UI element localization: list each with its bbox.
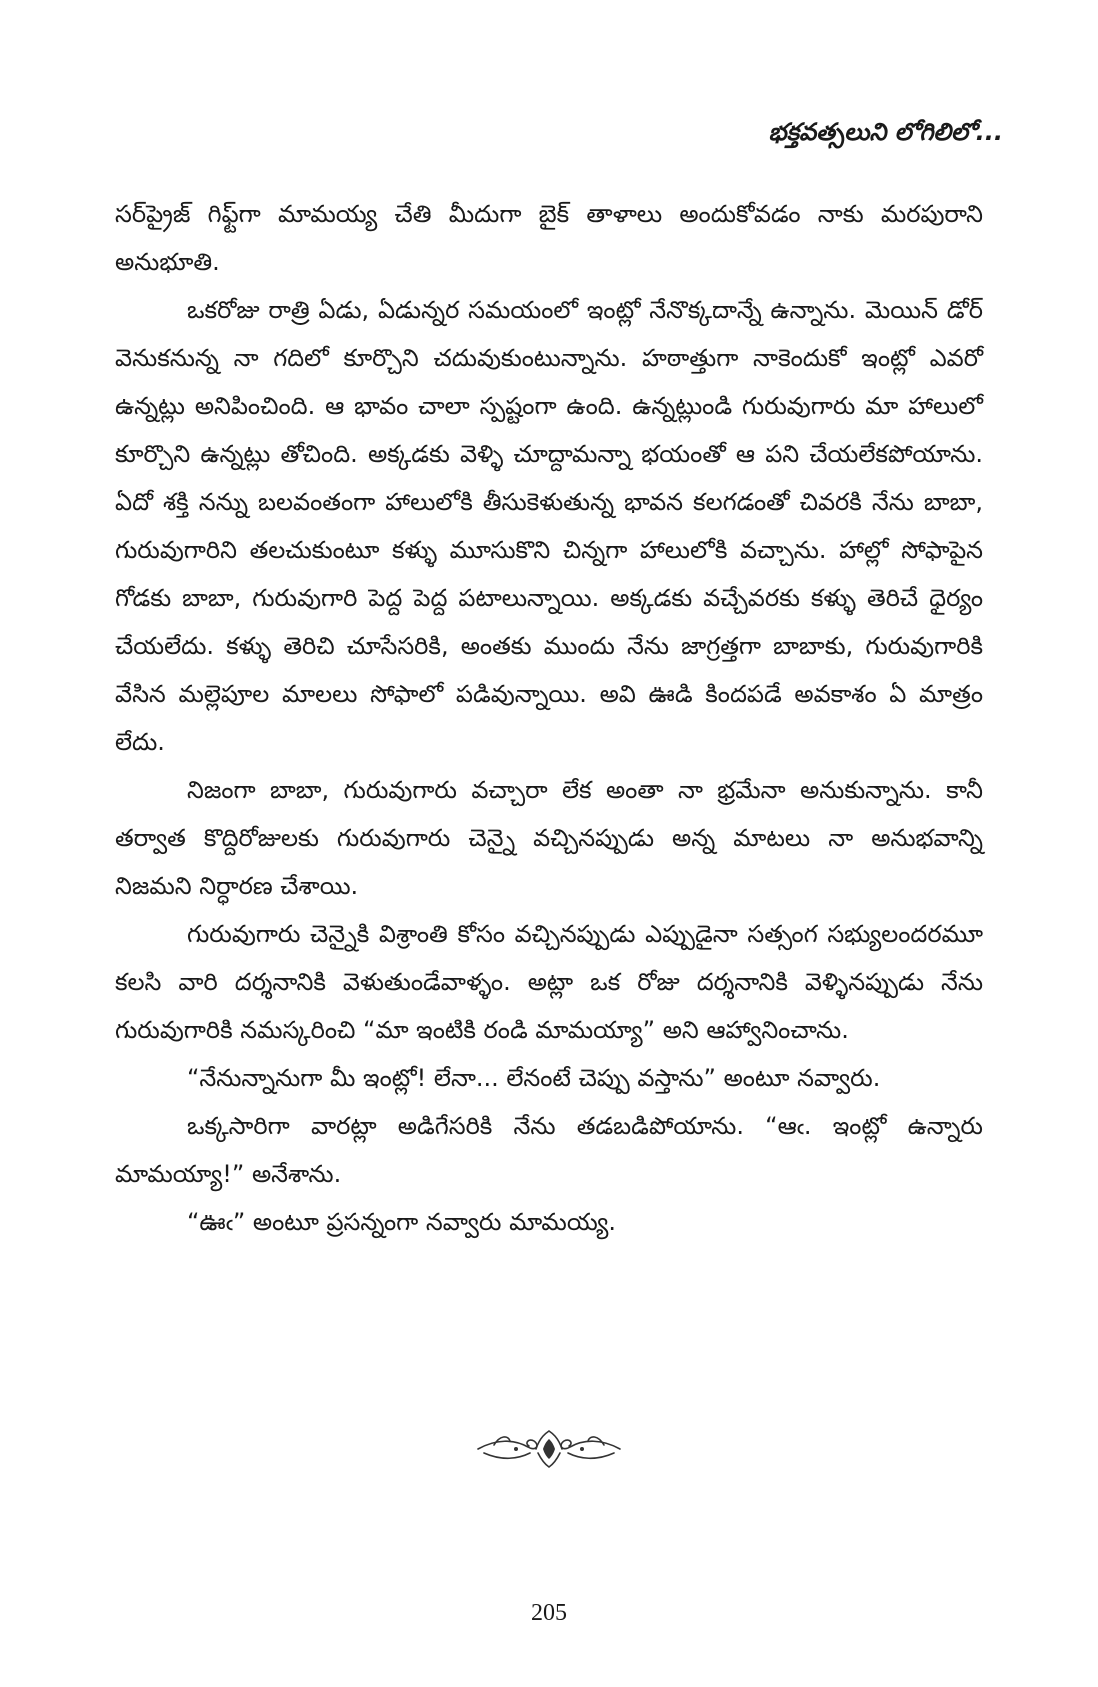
paragraph-4: గురువుగారు చెన్నైకి విశ్రాంతి కోసం వచ్చినప్పుడు ఎప్పుడైనా సత్సంగ సభ్యులందరమూ కలసి వారి దర్శనానికి వెళుతుండేవాళ్ళం. అట్లా ఒక రోజు దర్శనానికి వెళ్ళినప్పుడు నేను గురువుగారికి నమస్కరించి “మా ఇంటికి రండి మామయ్యా” అని ఆహ్వానించాను. [115, 920, 983, 1044]
paragraph-2: ఒకరోజు రాత్రి ఏడు, ఏడున్నర సమయంలో ఇంట్లో నేనొక్కదాన్నే ఉన్నాను. మెయిన్ డోర్ వెనుకనున్న నా గదిలో కూర్చొని చదువుకుంటున్నాను. హఠాత్తుగా నాకెందుకో ఇంట్లో ఎవరో ఉన్నట్లు అనిపించింది. ఆ భావం చాలా స్పష్టంగా ఉంది. ఉన్నట్లుండి గురువుగారు మా హాలులో కూర్చొని ఉన్నట్లు తోచింది. అక్కడకు వెళ్ళి చూద్దామన్నా భయంతో ఆ పని చేయలేకపోయాను. ఏదో శక్తి నన్ను బలవంతంగా హాలులోకి తీసుకెళుతున్న భావన కలగడంతో చివరకి నేను బాబా, గురువుగారిని తలచుకుంటూ కళ్ళు మూసుకొని చిన్నగా హాలులోకి వచ్చాను. హాల్లో సోఫాపైన గోడకు బాబా, గురువుగారి పెద్ద పెద్ద పటాలున్నాయి. అక్కడకు వచ్చేవరకు కళ్ళు తెరిచే ధైర్యం చేయలేదు. కళ్ళు తెరిచి చూసేసరికి, అంతకు ముందు నేను జాగ్రత్తగా బాబాకు, గురువుగారికి వేసిన మల్లెపూల మాలలు సోఫాలో పడివున్నాయి. అవి ఊడి కిందపడే అవకాశం ఏ మాత్రం లేదు. [115, 296, 983, 756]
page-number: 205 [531, 1600, 567, 1626]
flourish-ornament-icon [474, 1425, 624, 1471]
running-header-title: భక్తవత్సలుని లోగిలిలో... [768, 118, 1003, 146]
paragraph-7: “ఊఁ” అంటూ ప్రసన్నంగా నవ్వారు మామయ్య. [187, 1208, 617, 1236]
paragraph-1: సర్‌ప్రైజ్ గిఫ్ట్‌గా మామయ్య చేతి మీదుగా బైక్ తాళాలు అందుకోవడం నాకు మరపురాని అనుభూతి. [115, 200, 983, 276]
body-text [115, 190, 983, 1246]
paragraph-3: నిజంగా బాబా, గురువుగారు వచ్చారా లేక అంతా నా భ్రమేనా అనుకున్నాను. కానీ తర్వాత కొద్దిరోజులకు గురువుగారు చెన్నై వచ్చినప్పుడు అన్న మాటలు నా అనుభవాన్ని నిజమని నిర్ధారణ చేశాయి. [115, 776, 983, 900]
paragraph-5: “నేనున్నానుగా మీ ఇంట్లో! లేనా... లేనంటే చెప్పు వస్తాను” అంటూ నవ్వారు. [187, 1064, 881, 1092]
paragraph-6: ఒక్కసారిగా వారట్లా అడిగేసరికి నేను తడబడిపోయాను. “ఆఁ. ఇంట్లో ఉన్నారు మామయ్యా!” అనేశాను. [115, 1112, 983, 1188]
